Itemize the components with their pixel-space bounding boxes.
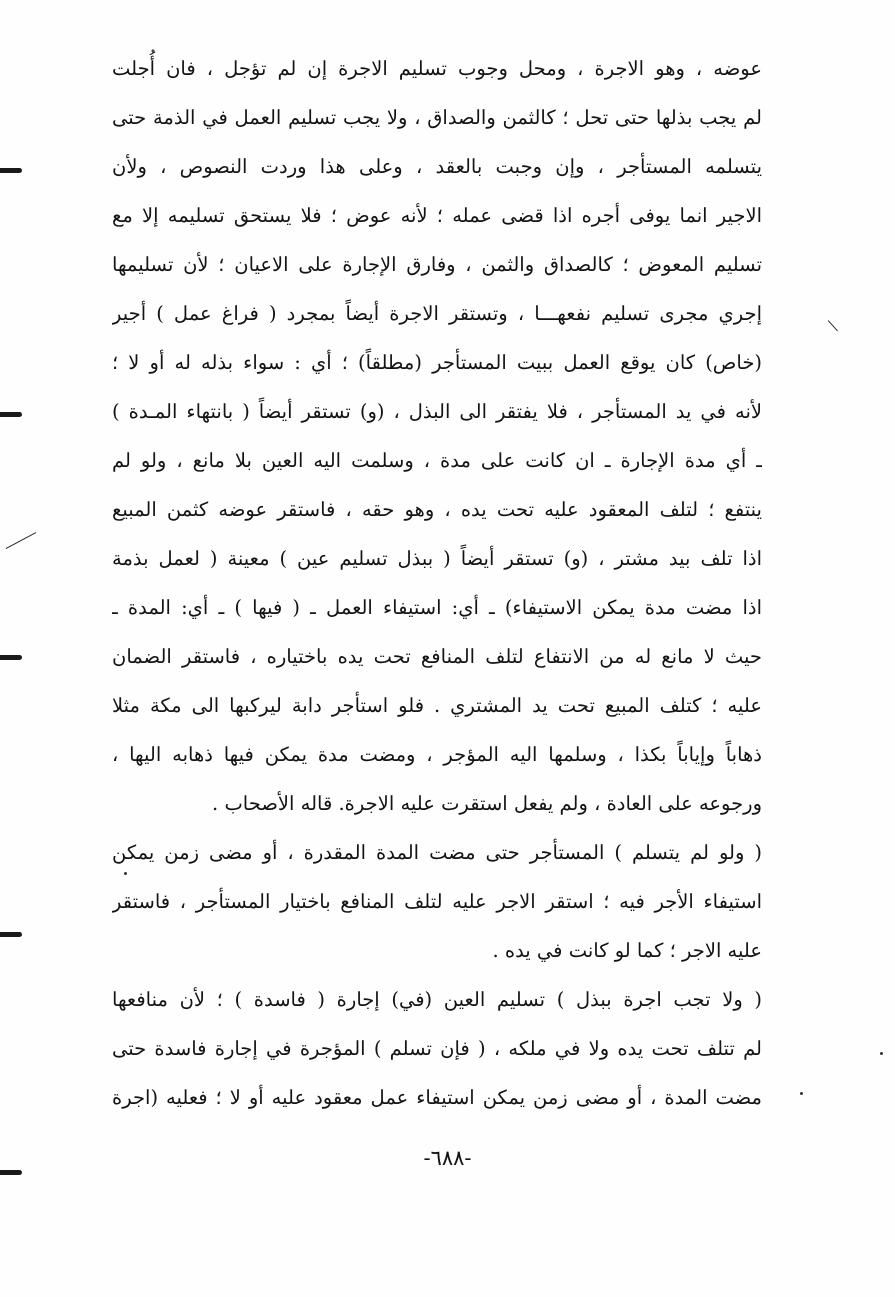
text-line: عليه الاجر ؛ كما لو كانت في يده . bbox=[492, 939, 762, 962]
edge-mark bbox=[0, 655, 22, 660]
text-line: حيث لا مانع له من الانتفاع لتلف المنافع تحت يده باختياره ، فاستقر الضمان bbox=[112, 645, 762, 668]
ink-speck bbox=[880, 1052, 883, 1055]
ink-speck bbox=[800, 1092, 803, 1095]
text-line: (خاص) كان يوقع العمل ببيت المستأجر (مطلقاً) ؛ أي : سواء بذله له أو لا ؛ bbox=[112, 351, 762, 374]
text-line: استيفاء الأجر فيه ؛ استقر الاجر عليه لتلف المنافع باختيار المستأجر ، فاستقر bbox=[112, 890, 762, 913]
text-line: عليه ؛ كتلف المبيع تحت يد المشتري . فلو استأجر دابة ليركبها الى مكة مثلا bbox=[112, 694, 762, 717]
pen-stroke bbox=[6, 532, 37, 549]
text-line: لم تتلف تحت يده ولا في ملكه ، ( فإن تسلم ) المؤجرة في إجارة فاسدة حتى bbox=[112, 1037, 762, 1060]
page-number: -٦٨٨- bbox=[423, 1146, 472, 1170]
text-line: الاجير انما يوفى أجره اذا قضى عمله ؛ لأنه عوض ؛ فلا يستحق تسليمه إلا مع bbox=[112, 204, 762, 227]
edge-mark bbox=[0, 412, 22, 417]
text-line: اذا مضت مدة يمكن الاستيفاء) ـ أي: استيفاء العمل ـ ( فيها ) ـ أي: المدة ـ bbox=[112, 596, 762, 619]
text-line: ( ولو لم يتسلم ) المستأجر حتى مضت المدة المقدرة ، أو مضى زمن يمكن bbox=[112, 841, 762, 864]
text-line: ـ أي مدة الإجارة ـ ان كانت على مدة ، وسلمت اليه العين بلا مانع ، ولو لم bbox=[112, 449, 762, 472]
edge-mark bbox=[0, 932, 22, 937]
pen-stroke bbox=[827, 320, 837, 331]
text-line: اذا تلف بيد مشتر ، (و) تستقر أيضاً ( ببذل تسليم عين ) معينة ( لعمل بذمة bbox=[112, 547, 762, 570]
text-line: عوضه ، وهو الاجرة ، ومحل وجوب تسليم الاجرة إن لم تؤجل ، فان أُجلت bbox=[112, 57, 762, 80]
text-line: ذهاباً وإياباً بكذا ، وسلمها اليه المؤجر ، ومضت مدة يمكن فيها ذهابه اليها ، bbox=[112, 743, 762, 766]
edge-mark bbox=[0, 1170, 22, 1175]
text-line: تسليم المعوض ؛ كالصداق والثمن ، وفارق الإجارة على الاعيان ؛ لأن تسليمها bbox=[112, 253, 762, 276]
text-line: ينتفع ؛ لتلف المعقود عليه تحت يده ، وهو حقه ، فاستقر عوضه كثمن المبيع bbox=[112, 498, 762, 521]
body-text bbox=[112, 44, 762, 1122]
text-line: ورجوعه على العادة ، ولم يفعل استقرت عليه الاجرة. قاله الأصحاب . bbox=[212, 792, 762, 815]
text-line: إجري مجرى تسليم نفعهـــا ، وتستقر الاجرة أيضاً بمجرد ( فراغ عمل ) أجير bbox=[112, 302, 762, 325]
edge-mark bbox=[0, 168, 22, 173]
text-line: يتسلمه المستأجر ، وإن وجبت بالعقد ، وعلى هذا وردت النصوص ، ولأن bbox=[112, 155, 762, 178]
text-line: لم يجب بذلها حتى تحل ؛ كالثمن والصداق ، ولا يجب تسليم العمل في الذمة حتى bbox=[112, 106, 762, 129]
text-line: مضت المدة ، أو مضى زمن يمكن استيفاء عمل معقود عليه أو لا ؛ فعليه (اجرة bbox=[112, 1086, 762, 1109]
text-line: ( ولا تجب اجرة ببذل ) تسليم العين (في) إجارة ( فاسدة ) ؛ لأن منافعها bbox=[112, 988, 762, 1011]
text-line: لأنه في يد المستأجر ، فلا يفتقر الى البذل ، (و) تستقر أيضاً ( بانتهاء المـدة ) bbox=[112, 400, 762, 423]
